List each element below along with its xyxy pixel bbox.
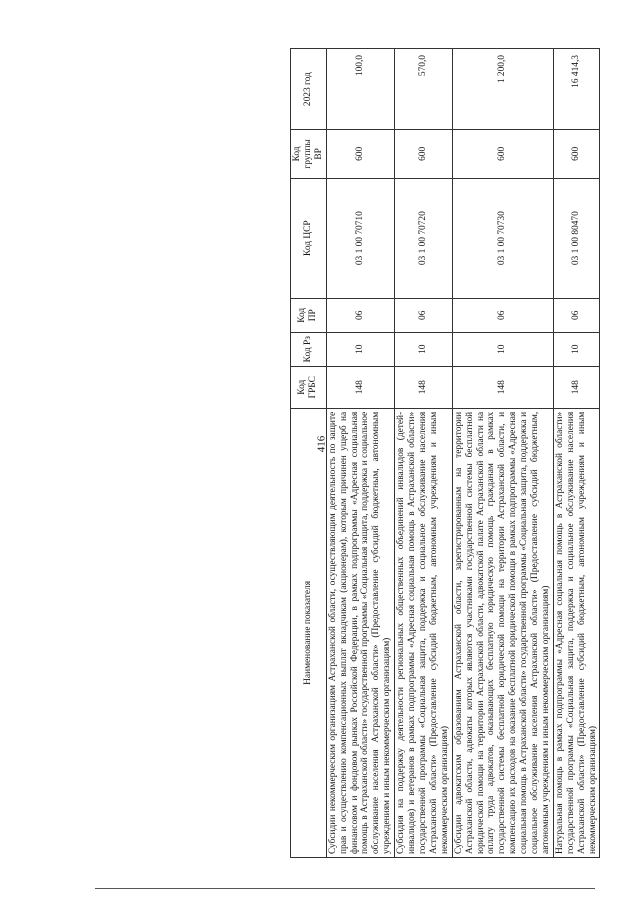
bottom-rule <box>95 888 595 889</box>
header-year: 2023 год <box>291 48 327 129</box>
row-rz: 10 <box>452 332 553 366</box>
row-name: Натуральная помощь в рамках подпрограммы «Адресная социальная помощь в Астраханской области» государственной программы «Социальная защита, поддержка и социальное обслуживание населения Астраханской области» (Предоставление субсидий бюджетным, автономным учреждениям и иным некоммерческим организациям) <box>553 408 600 857</box>
page-number: 416 <box>315 435 328 453</box>
table-row <box>553 48 600 857</box>
row-name: Субсидия на поддержку деятельности региональных общественных объединений инвалидов (детей-инвалидов) и ветеранов в рамках подпрограммы «Адресная социальная помощь в Астраханской области» государственной программы «Социальная защита, поддержка и социальное обслуживание населения Астраханской области» (Предоставление субсидий бюджетным, автономным учреждениям и иным некоммерческим организациям) <box>395 408 453 857</box>
header-pr: Код ПР <box>291 298 327 332</box>
row-year: 16 414,3 <box>553 48 600 129</box>
row-rz: 10 <box>326 332 394 366</box>
table-row <box>395 48 453 857</box>
row-year: 1 200,0 <box>452 48 553 129</box>
table-header-row <box>291 48 327 857</box>
row-grbs: 148 <box>395 366 453 408</box>
table-row <box>326 48 394 857</box>
row-grbs: 148 <box>553 366 600 408</box>
row-pr: 06 <box>553 298 600 332</box>
row-pr: 06 <box>326 298 394 332</box>
row-csr: 03 1 00 70720 <box>395 178 453 298</box>
row-vr: 600 <box>326 129 394 177</box>
row-pr: 06 <box>452 298 553 332</box>
row-year: 100,0 <box>326 48 394 129</box>
row-csr: 03 1 00 70730 <box>452 178 553 298</box>
row-vr: 600 <box>553 129 600 177</box>
row-csr: 03 1 00 70710 <box>326 178 394 298</box>
row-rz: 10 <box>553 332 600 366</box>
row-year: 570,0 <box>395 48 453 129</box>
header-rz: Код Рз <box>291 332 327 366</box>
header-csr: Код ЦСР <box>291 178 327 298</box>
row-grbs: 148 <box>326 366 394 408</box>
row-vr: 600 <box>452 129 553 177</box>
header-grbs: Код ГРБС <box>291 366 327 408</box>
rotated-table-wrapper <box>290 48 640 858</box>
row-name: Субсидии некоммерческим организациям Астраханской области, осуществляющим деятельность по защите прав и осуществлению компенсационных выплат вкладчикам (акционерам), которым причинен ущерб на финансовом и фондовом рынках Российской Федерации, в рамках подпрограммы «Адресная социальная помощь в Астраханской области» государственной программы «Социальная защита, поддержка и социальное обслуживание населения Астраханской области» (Предоставление субсидий бюджетным, автономным учреждениям и иным некоммерческим организациям) <box>326 408 394 857</box>
table-row <box>452 48 553 857</box>
header-vr: Код группы ВР <box>291 129 327 177</box>
row-rz: 10 <box>395 332 453 366</box>
row-pr: 06 <box>395 298 453 332</box>
budget-table <box>290 48 600 858</box>
row-grbs: 148 <box>452 366 553 408</box>
row-name: Субсидии адвокатским образованиям Астраханской области, зарегистрированным на территории Астраханской области, адвокаты которых являются участниками государственной системы бесплатной юридической помощи на территории Астраханской области, адвокатской палате Астраханской области на оплату труда адвокатов, оказывающих бесплатную юридическую помощь гражданам в рамках государственной системы бесплатной юридической помощи на территории Астраханской области, и компенсацию их расходов на оказание бесплатной юридической помощи в рамках подпрограммы «Адресная социальная помощь в Астраханской области» государственной программы «Социальная защита, поддержка и социальное обслуживание населения Астраханской области» (Предоставление субсидий бюджетным, автономным учреждениям и иным некоммерческим организациям) <box>452 408 553 857</box>
row-vr: 600 <box>395 129 453 177</box>
row-csr: 03 1 00 80470 <box>553 178 600 298</box>
header-name: Наименование показателя <box>291 408 327 857</box>
